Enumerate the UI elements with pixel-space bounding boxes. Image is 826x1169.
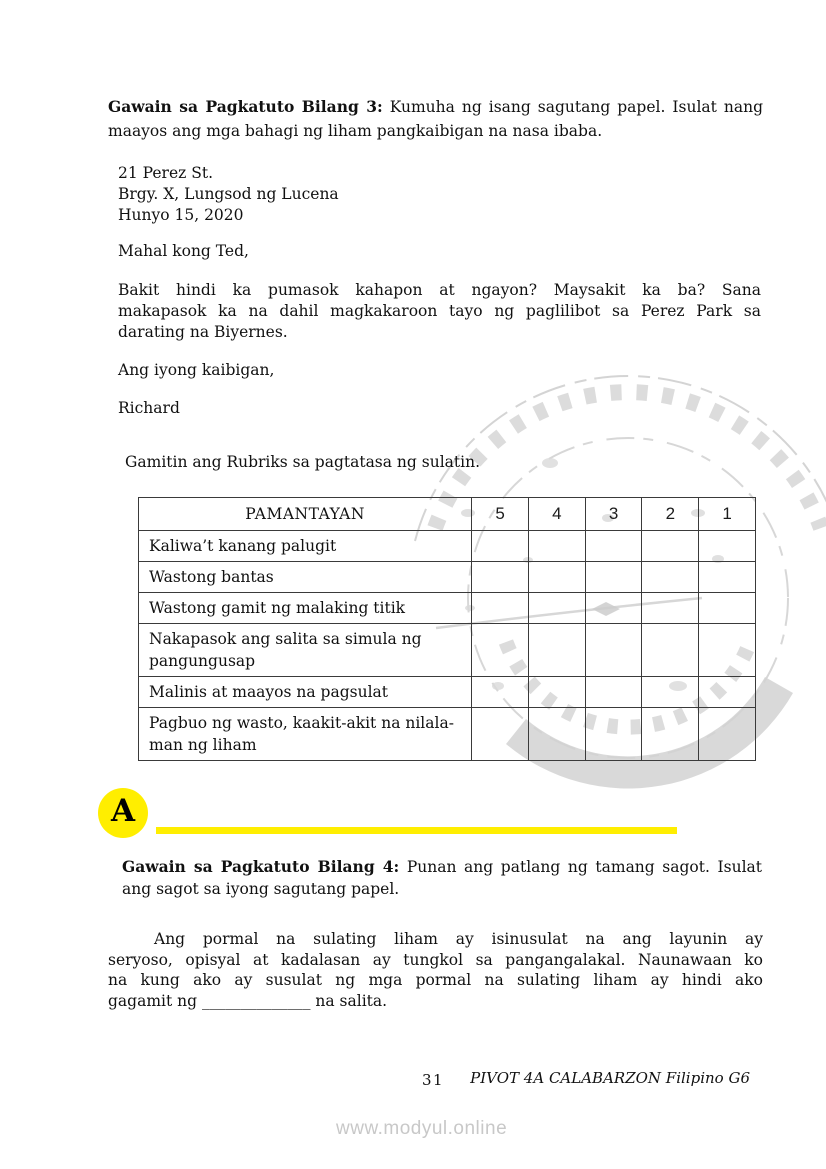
rubric-score-cell — [585, 562, 642, 593]
letter-body — [118, 280, 761, 343]
letter-body-line1: Bakit hindi ka pumasok kahapon at ngayon? Maysakit ka ba? Sana — [118, 281, 761, 299]
letter-signature: Richard — [118, 399, 180, 417]
rubric-criterion: Malinis at maayos na pagsulat — [139, 677, 472, 708]
rubric-score-cell — [528, 708, 585, 761]
rubric-score-cell — [472, 677, 529, 708]
rubric-score-header-3: 3 — [585, 498, 642, 531]
rubric-score-cell — [472, 531, 529, 562]
rubric-score-cell — [528, 593, 585, 624]
rubric-score-cell — [472, 708, 529, 761]
rubric-score-cell — [642, 593, 699, 624]
rubric-score-cell — [642, 708, 699, 761]
rubric-criterion: Kaliwa’t kanang palugit — [139, 531, 472, 562]
letter-heading — [118, 163, 339, 226]
activity-3-instruction-line1: Kumuha ng isang sagutang papel. Isulat nang — [389, 98, 763, 116]
page-number: 31 — [422, 1071, 445, 1089]
rubric-row — [139, 624, 756, 677]
rubric-score-cell — [642, 562, 699, 593]
rubric-score-cell — [585, 708, 642, 761]
site-watermark: www.modyul.online — [336, 1118, 508, 1139]
rubric-row — [139, 531, 756, 562]
activity-4-paragraph-line2: seryoso, opisyal at kadalasan ay tungkol sa pangangalakal. Naunawaan ko — [108, 950, 763, 969]
rubric-criterion: Wastong gamit ng malaking titik — [139, 593, 472, 624]
rubric-row — [139, 593, 756, 624]
rubric-score-header-5: 5 — [472, 498, 529, 531]
rubric-score-cell — [585, 624, 642, 677]
activity-4-header — [122, 856, 762, 900]
activity-4-paragraph-line4-blank: gagamit ng ______________ na salita. — [108, 991, 388, 1010]
letter-salutation: Mahal kong Ted, — [118, 242, 249, 260]
rubric-score-cell — [472, 624, 529, 677]
letter-closing: Ang iyong kaibigan, — [118, 361, 275, 379]
rubric-table — [138, 497, 756, 761]
activity-3-title: Gawain sa Pagkatuto Bilang 3: — [108, 97, 383, 116]
rubric-score-cell — [528, 677, 585, 708]
section-a-label: A — [110, 793, 136, 829]
rubric-row — [139, 708, 756, 761]
activity-4-paragraph — [108, 929, 763, 1011]
rubric-criterion: Pagbuo ng wasto, kaakit-akit na nilala- man ng liham — [139, 708, 472, 761]
section-a-badge — [98, 788, 148, 838]
rubric-criterion: Nakapasok ang salita sa simula ng pangungusap — [139, 624, 472, 677]
rubric-score-cell — [528, 562, 585, 593]
rubric-header-row — [139, 498, 756, 531]
activity-3-header — [108, 95, 763, 143]
activity-4-paragraph-line1: Ang pormal na sulating liham ay isinusulat na ang layunin ay — [154, 930, 763, 948]
rubric-score-cell — [472, 562, 529, 593]
rubric-score-header-2: 2 — [642, 498, 699, 531]
rubric-row — [139, 562, 756, 593]
rubric-score-cell — [585, 531, 642, 562]
activity-4-paragraph-line3: na kung ako ay susulat ng mga pormal na sulating liham ay hindi ako — [108, 971, 763, 989]
rubric-score-cell — [585, 677, 642, 708]
rubric-score-cell — [472, 593, 529, 624]
yellow-divider — [156, 827, 677, 834]
activity-4-title: Gawain sa Pagkatuto Bilang 4: — [122, 857, 400, 876]
rubric-score-header-4: 4 — [528, 498, 585, 531]
rubric-criteria-header: PAMANTAYAN — [139, 498, 472, 531]
activity-4-instruction-line1: Punan ang patlang ng tamang sagot. Isulat — [406, 858, 762, 876]
rubric-criterion: Wastong bantas — [139, 562, 472, 593]
footer-credit: PIVOT 4A CALABARZON Filipino G6 — [470, 1069, 750, 1087]
letter-address-line1: 21 Perez St. — [118, 164, 214, 182]
rubric-score-cell — [699, 562, 756, 593]
rubric-score-cell — [699, 593, 756, 624]
rubric-score-cell — [585, 593, 642, 624]
rubric-caption: Gamitin ang Rubriks sa pagtatasa ng sulatin. — [125, 453, 480, 471]
letter-body-line2: makapasok ka na dahil magkakaroon tayo ng paglilibot sa Perez Park sa — [118, 302, 761, 320]
rubric-score-cell — [699, 677, 756, 708]
rubric-score-cell — [642, 624, 699, 677]
rubric-row — [139, 677, 756, 708]
activity-4-instruction-line2: ang sagot sa iyong sagutang papel. — [122, 880, 400, 898]
rubric-score-header-1: 1 — [699, 498, 756, 531]
rubric-score-cell — [528, 531, 585, 562]
rubric-score-cell — [699, 624, 756, 677]
rubric-score-cell — [642, 531, 699, 562]
rubric-score-cell — [699, 708, 756, 761]
letter-address-line2: Brgy. X, Lungsod ng Lucena — [118, 185, 339, 203]
letter-date: Hunyo 15, 2020 — [118, 206, 244, 224]
letter-body-line3: darating na Biyernes. — [118, 323, 288, 341]
rubric-score-cell — [699, 531, 756, 562]
rubric-score-cell — [642, 677, 699, 708]
rubric-score-cell — [528, 624, 585, 677]
activity-3-instruction-line2: maayos ang mga bahagi ng liham pangkaibigan na nasa ibaba. — [108, 122, 603, 140]
